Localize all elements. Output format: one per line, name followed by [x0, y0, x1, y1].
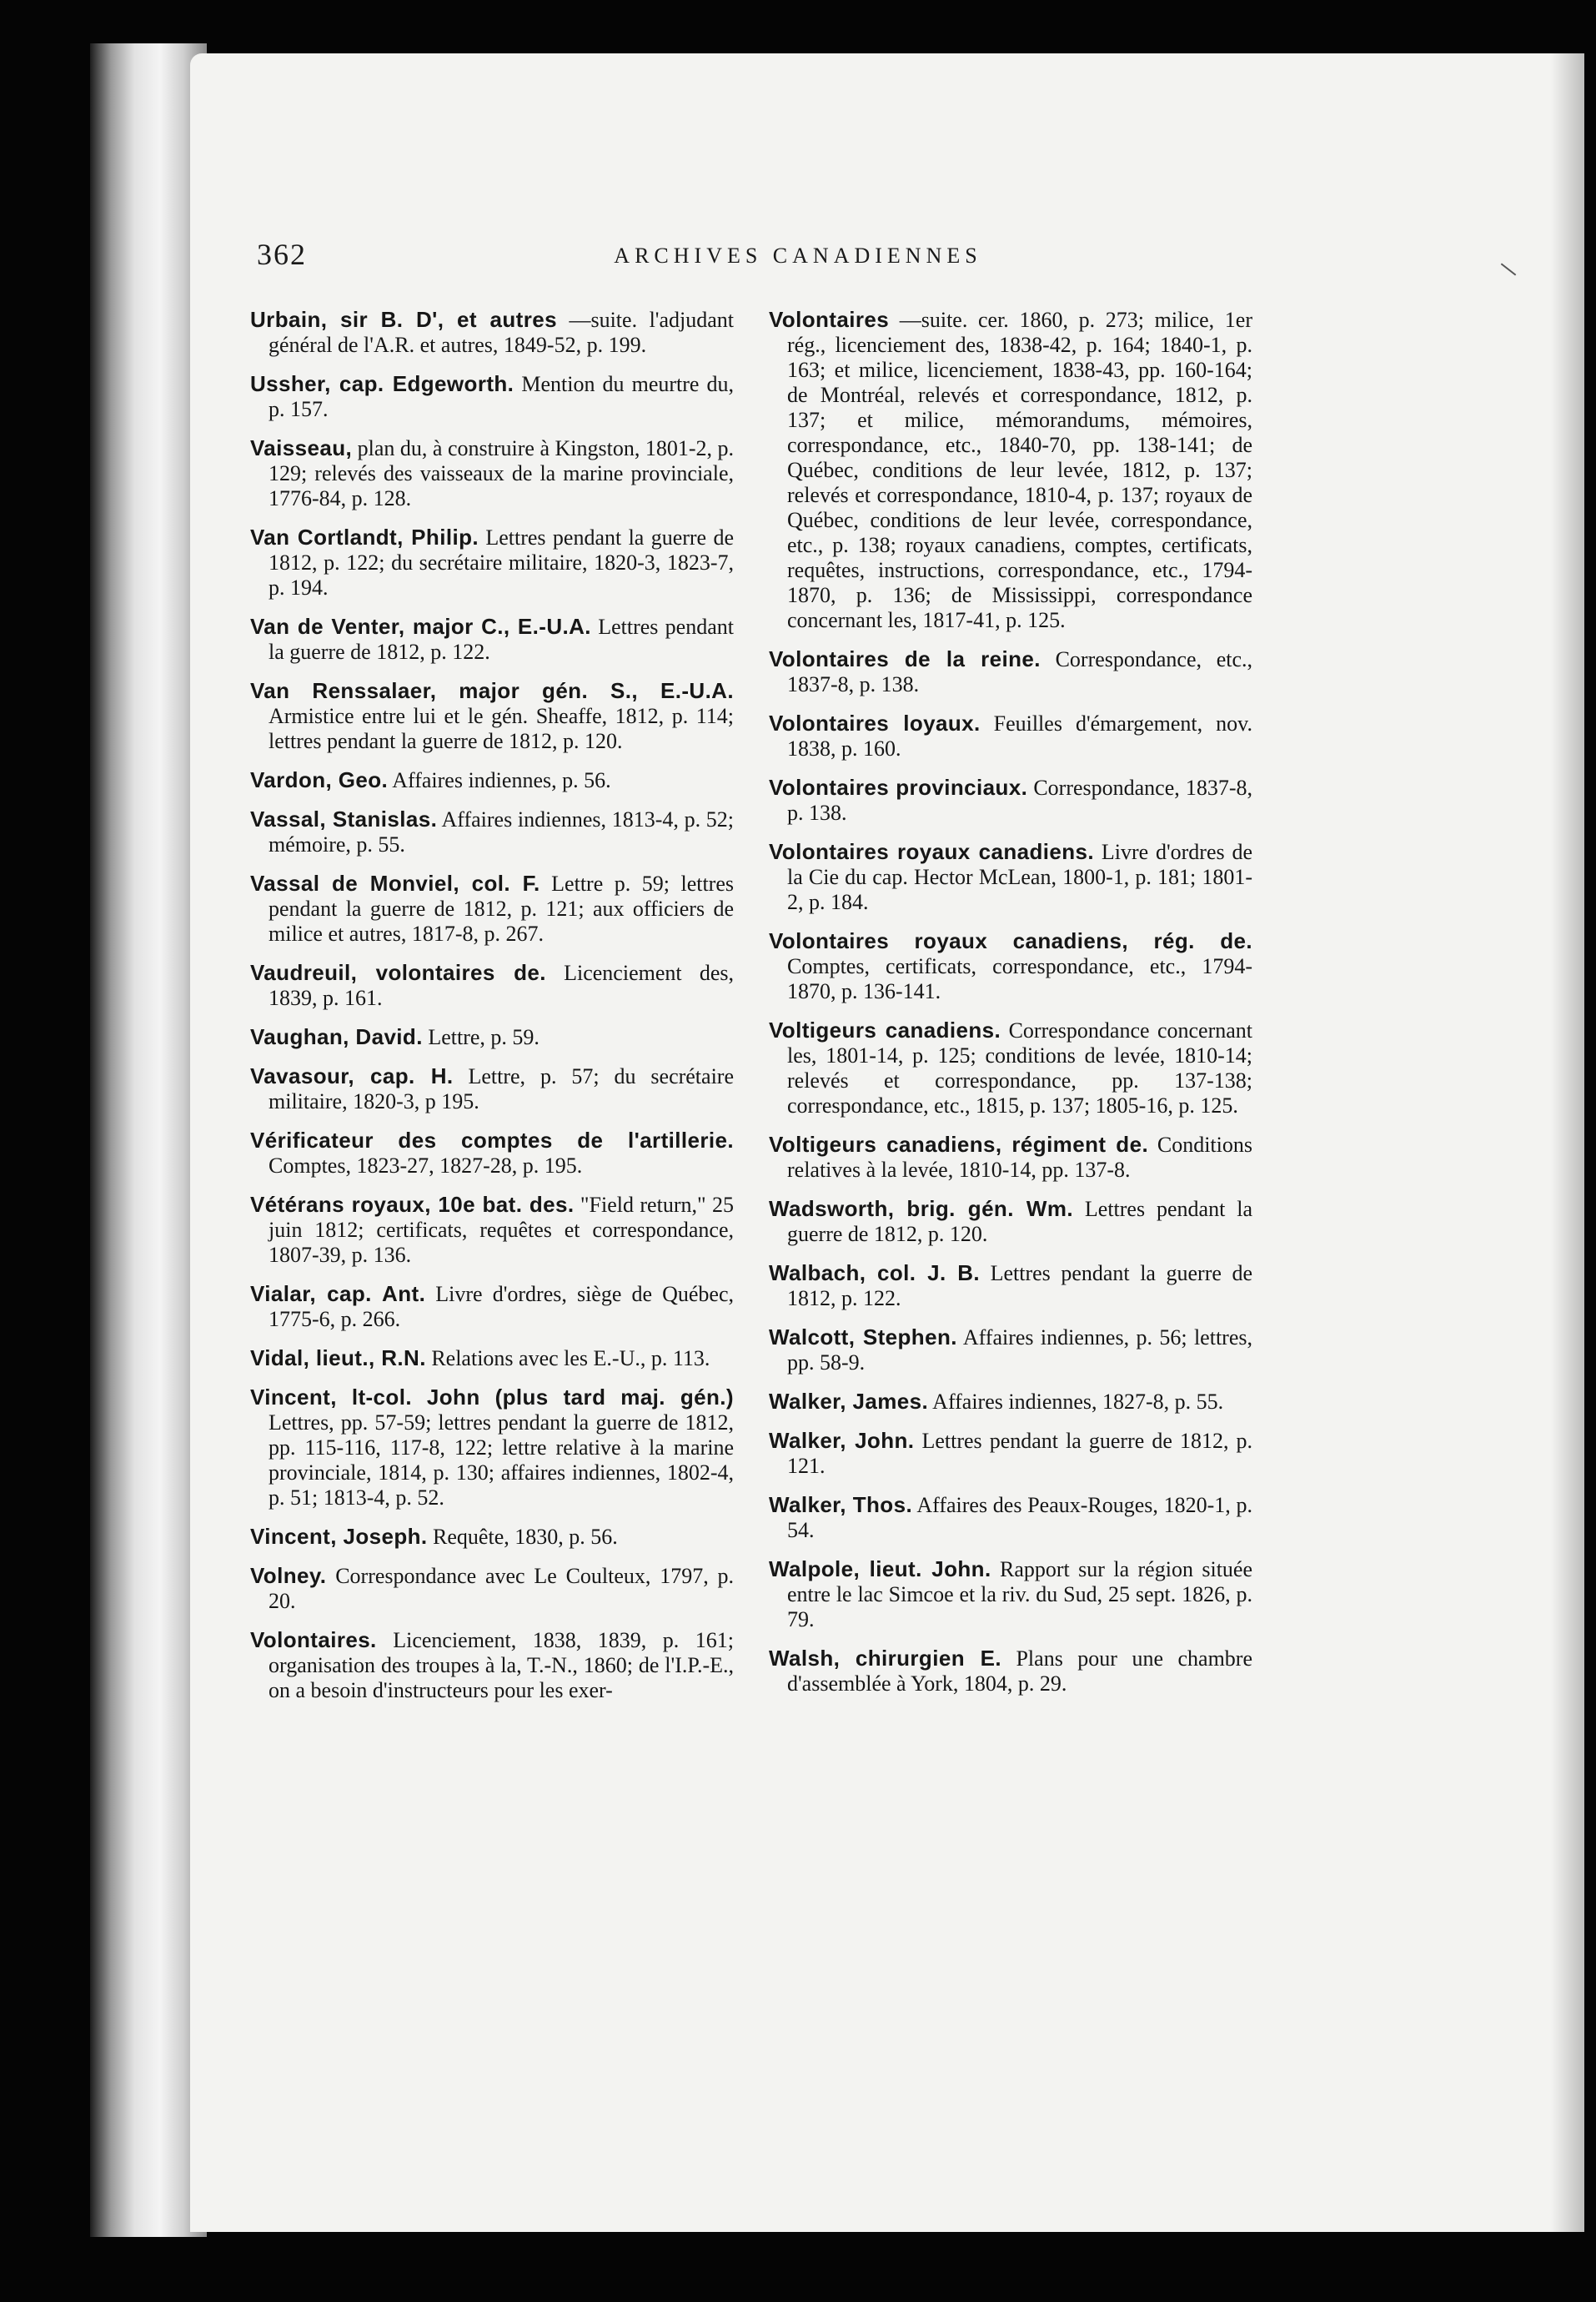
entry-text: Conditions relatives à la levée, 1810-14, pp. 137-8.: [787, 1133, 1252, 1182]
entry-headword: Voltigeurs canadiens, régiment de.: [769, 1132, 1149, 1157]
entry-text: Affaires indiennes, 1827-8, p. 55.: [932, 1390, 1224, 1414]
entry-text: Armistice entre lui et le gén. Sheaffe, 1812, p. 114; lettres pendant la guerre de 1812, p. 120.: [269, 704, 734, 753]
entry-headword: Walcott, Stephen.: [769, 1324, 957, 1350]
index-entry: [769, 1132, 1252, 1183]
entry-headword: Vaughan, David.: [250, 1024, 423, 1049]
entry-headword: Walker, James.: [769, 1389, 929, 1414]
entry-headword: Van Renssalaer, major gén. S., E.-U.A.: [250, 678, 734, 703]
index-entry: [769, 775, 1252, 826]
entry-headword: Vialar, cap. Ant.: [250, 1281, 426, 1306]
index-entry: [250, 1128, 734, 1179]
entry-headword: Walbach, col. J. B.: [769, 1260, 981, 1285]
index-entry: [769, 1646, 1252, 1696]
entry-text: Correspondance, 1837-8, p. 138.: [787, 776, 1252, 825]
page-number: 362: [257, 238, 307, 271]
entry-headword: Walker, John.: [769, 1428, 915, 1453]
entry-text: —suite. l'adjudant général de l'A.R. et autres, 1849-52, p. 199.: [269, 308, 734, 357]
entry-headword: Van Cortlandt, Philip.: [250, 525, 479, 550]
entry-text: Lettres pendant la guerre de 1812, p. 120.: [787, 1197, 1252, 1246]
entry-text: Livre d'ordres de la Cie du cap. Hector McLean, 1800-1, p. 181; 1801-2, p. 184.: [787, 840, 1252, 914]
entry-headword: Vaisseau,: [250, 435, 353, 460]
entry-headword: Volontaires royaux canadiens, rég. de.: [769, 928, 1252, 953]
entry-headword: Volontaires royaux canadiens.: [769, 839, 1095, 864]
entry-text: Lettres, pp. 57-59; lettres pendant la guerre de 1812, pp. 115-116, 117-8, 122; lettre relative à la marine provinciale, 1814, p. 130; affaires indiennes, 1802-4, p. 51; 1813-4, p. 52.: [269, 1410, 734, 1510]
entry-headword: Volontaires.: [250, 1627, 377, 1652]
entry-text: Rapport sur la région située entre le lac Simcoe et la riv. du Sud, 25 sept. 1826, p. 79.: [787, 1557, 1252, 1631]
index-entry: [250, 525, 734, 601]
entry-text: Affaires indiennes, p. 56.: [392, 768, 611, 792]
left-column: [250, 307, 734, 1716]
running-head: ARCHIVES CANADIENNES: [614, 244, 982, 268]
entry-headword: Vassal de Monviel, col. F.: [250, 871, 540, 896]
entry-text: Correspondance, etc., 1837-8, p. 138.: [787, 647, 1253, 696]
entry-headword: Vavasour, cap. H.: [250, 1063, 454, 1088]
entry-text: Affaires indiennes, 1813-4, p. 52; mémoire, p. 55.: [269, 807, 734, 857]
index-entry: [769, 1556, 1252, 1632]
entry-headword: Vardon, Geo.: [250, 767, 389, 792]
entry-headword: Volontaires provinciaux.: [769, 775, 1028, 800]
index-entry: [769, 839, 1252, 915]
entry-headword: Walker, Thos.: [769, 1492, 913, 1517]
index-entry: [250, 960, 734, 1011]
index-entry: [769, 1196, 1252, 1247]
index-entry: [250, 1281, 734, 1332]
index-entry: [250, 371, 734, 422]
entry-headword: Van de Venter, major C., E.-U.A.: [250, 614, 591, 639]
index-entry: [250, 1627, 734, 1703]
entry-text: Licenciement, 1838, 1839, p. 161; organisation des troupes à la, T.-N., 1860; de l'I.P.-E., on a besoin d'instructeurs pour les exer-: [269, 1628, 735, 1702]
entry-headword: Walsh, chirurgien E.: [769, 1646, 1001, 1671]
entry-text: Licenciement des, 1839, p. 161.: [269, 961, 735, 1010]
entry-headword: Volontaires de la reine.: [769, 646, 1041, 671]
entry-headword: Volontaires: [769, 307, 890, 332]
index-entry: [250, 807, 734, 857]
entry-headword: Volney.: [250, 1563, 327, 1588]
index-entry: [769, 307, 1252, 633]
entry-text: Affaires des Peaux-Rouges, 1820-1, p. 54.: [787, 1493, 1252, 1542]
entry-headword: Vassal, Stanislas.: [250, 807, 438, 832]
entry-text: Affaires indiennes, p. 56; lettres, pp. 58-9.: [787, 1325, 1252, 1375]
entry-text: Correspondance concernant les, 1801-14, p. 125; conditions de levée, 1810-14; relevés et correspondance, pp. 137-138; correspondance, etc., 1815, p. 137; 1805-16, p. 125.: [787, 1018, 1253, 1118]
entry-headword: Wadsworth, brig. gén. Wm.: [769, 1196, 1073, 1221]
index-entry: [769, 1389, 1252, 1415]
entry-headword: Walpole, lieut. John.: [769, 1556, 991, 1581]
entry-headword: Vétérans royaux, 10e bat. des.: [250, 1192, 575, 1217]
entry-text: Relations avec les E.-U., p. 113.: [431, 1346, 710, 1370]
entry-headword: Voltigeurs canadiens.: [769, 1018, 1001, 1043]
entry-text: Mention du meurtre du, p. 157.: [269, 372, 734, 421]
index-entry: [250, 435, 734, 511]
index-entry: [250, 1345, 734, 1371]
entry-headword: Volontaires loyaux.: [769, 711, 981, 736]
entry-text: plan du, à construire à Kingston, 1801-2, p. 129; relevés des vaisseaux de la marine provinciale, 1776-84, p. 128.: [269, 436, 735, 510]
index-entry: [250, 1563, 734, 1614]
index-entry: [769, 1324, 1252, 1375]
entry-headword: Vincent, lt-col. John (plus tard maj. gén.): [250, 1385, 734, 1410]
entry-headword: Vérificateur des comptes de l'artillerie.: [250, 1128, 734, 1153]
index-entry: [769, 711, 1252, 761]
entry-text: Lettres pendant la guerre de 1812, p. 122.: [269, 615, 734, 664]
index-entry: [250, 1524, 734, 1550]
entry-headword: Vidal, lieut., R.N.: [250, 1345, 426, 1370]
index-entry: [769, 1428, 1252, 1479]
entry-headword: Urbain, sir B. D', et autres: [250, 307, 557, 332]
index-entry: [769, 1492, 1252, 1543]
entry-text: Lettre p. 59; lettres pendant la guerre de 1812, p. 121; aux officiers de milice et autres, 1817-8, p. 267.: [269, 872, 735, 946]
index-entry: [250, 678, 734, 754]
right-column: [769, 307, 1252, 1710]
entry-headword: Vincent, Joseph.: [250, 1524, 428, 1549]
index-entry: [769, 646, 1252, 697]
index-entry: [250, 1063, 734, 1114]
index-entry: [250, 767, 734, 793]
entry-text: Plans pour une chambre d'assemblée à York, 1804, p. 29.: [787, 1646, 1253, 1696]
index-entry: [250, 307, 734, 358]
entry-text: Correspondance avec Le Coulteux, 1797, p. 20.: [269, 1564, 734, 1613]
entry-text: Comptes, 1823-27, 1827-28, p. 195.: [269, 1154, 583, 1178]
index-entry: [769, 1018, 1252, 1118]
entry-text: "Field return," 25 juin 1812; certificats, requêtes et correspondance, 1807-39, p. 136.: [269, 1193, 734, 1267]
entry-text: Lettre, p. 57; du secrétaire militaire, 1820-3, p 195.: [269, 1064, 734, 1113]
entry-text: Requête, 1830, p. 56.: [433, 1525, 618, 1549]
entry-text: Feuilles d'émargement, nov. 1838, p. 160.: [787, 711, 1252, 761]
index-entry: [250, 1024, 734, 1050]
book-binding: [90, 43, 207, 2237]
entry-text: Lettres pendant la guerre de 1812, p. 122.: [787, 1261, 1252, 1310]
entry-headword: Ussher, cap. Edgeworth.: [250, 371, 514, 396]
entry-text: —suite. cer. 1860, p. 273; milice, 1er rég., licenciement des, 1838-42, p. 164; 1840-1, p. 163; et milice, licenciement, 1838-43, pp. 160-164; de Montréal, relevés et correspondance, 1812, p. 137; et milice, mémorandums, mémoires, correspondance, etc., 1840-70, pp. 138-141; de Québec, conditions de leur levée, 1812, p. 137; relevés et correspondance, 1810-4, p. 137; royaux de Québec, conditions de leur levée, correspondance, etc., p. 138; royaux canadiens, comptes, certificats, requêtes, instructions, correspondance, etc., 1794-1870, p. 136; de Mississippi, correspondance concernant les, 1817-41, p. 125.: [787, 308, 1253, 632]
index-entry: [769, 928, 1252, 1004]
entry-text: Lettres pendant la guerre de 1812, p. 122; du secrétaire militaire, 1820-3, 1823-7, p. 194.: [269, 525, 734, 600]
index-entry: [250, 614, 734, 665]
index-entry: [250, 1192, 734, 1268]
index-entry: [250, 1385, 734, 1510]
entry-headword: Vaudreuil, volontaires de.: [250, 960, 546, 985]
entry-text: Livre d'ordres, siège de Québec, 1775-6, p. 266.: [269, 1282, 735, 1331]
index-entry: [250, 871, 734, 947]
entry-text: Lettre, p. 59.: [428, 1025, 540, 1049]
entry-text: Comptes, certificats, correspondance, etc., 1794-1870, p. 136-141.: [787, 954, 1252, 1003]
index-entry: [769, 1260, 1252, 1311]
entry-text: Lettres pendant la guerre de 1812, p. 121.: [787, 1429, 1252, 1478]
